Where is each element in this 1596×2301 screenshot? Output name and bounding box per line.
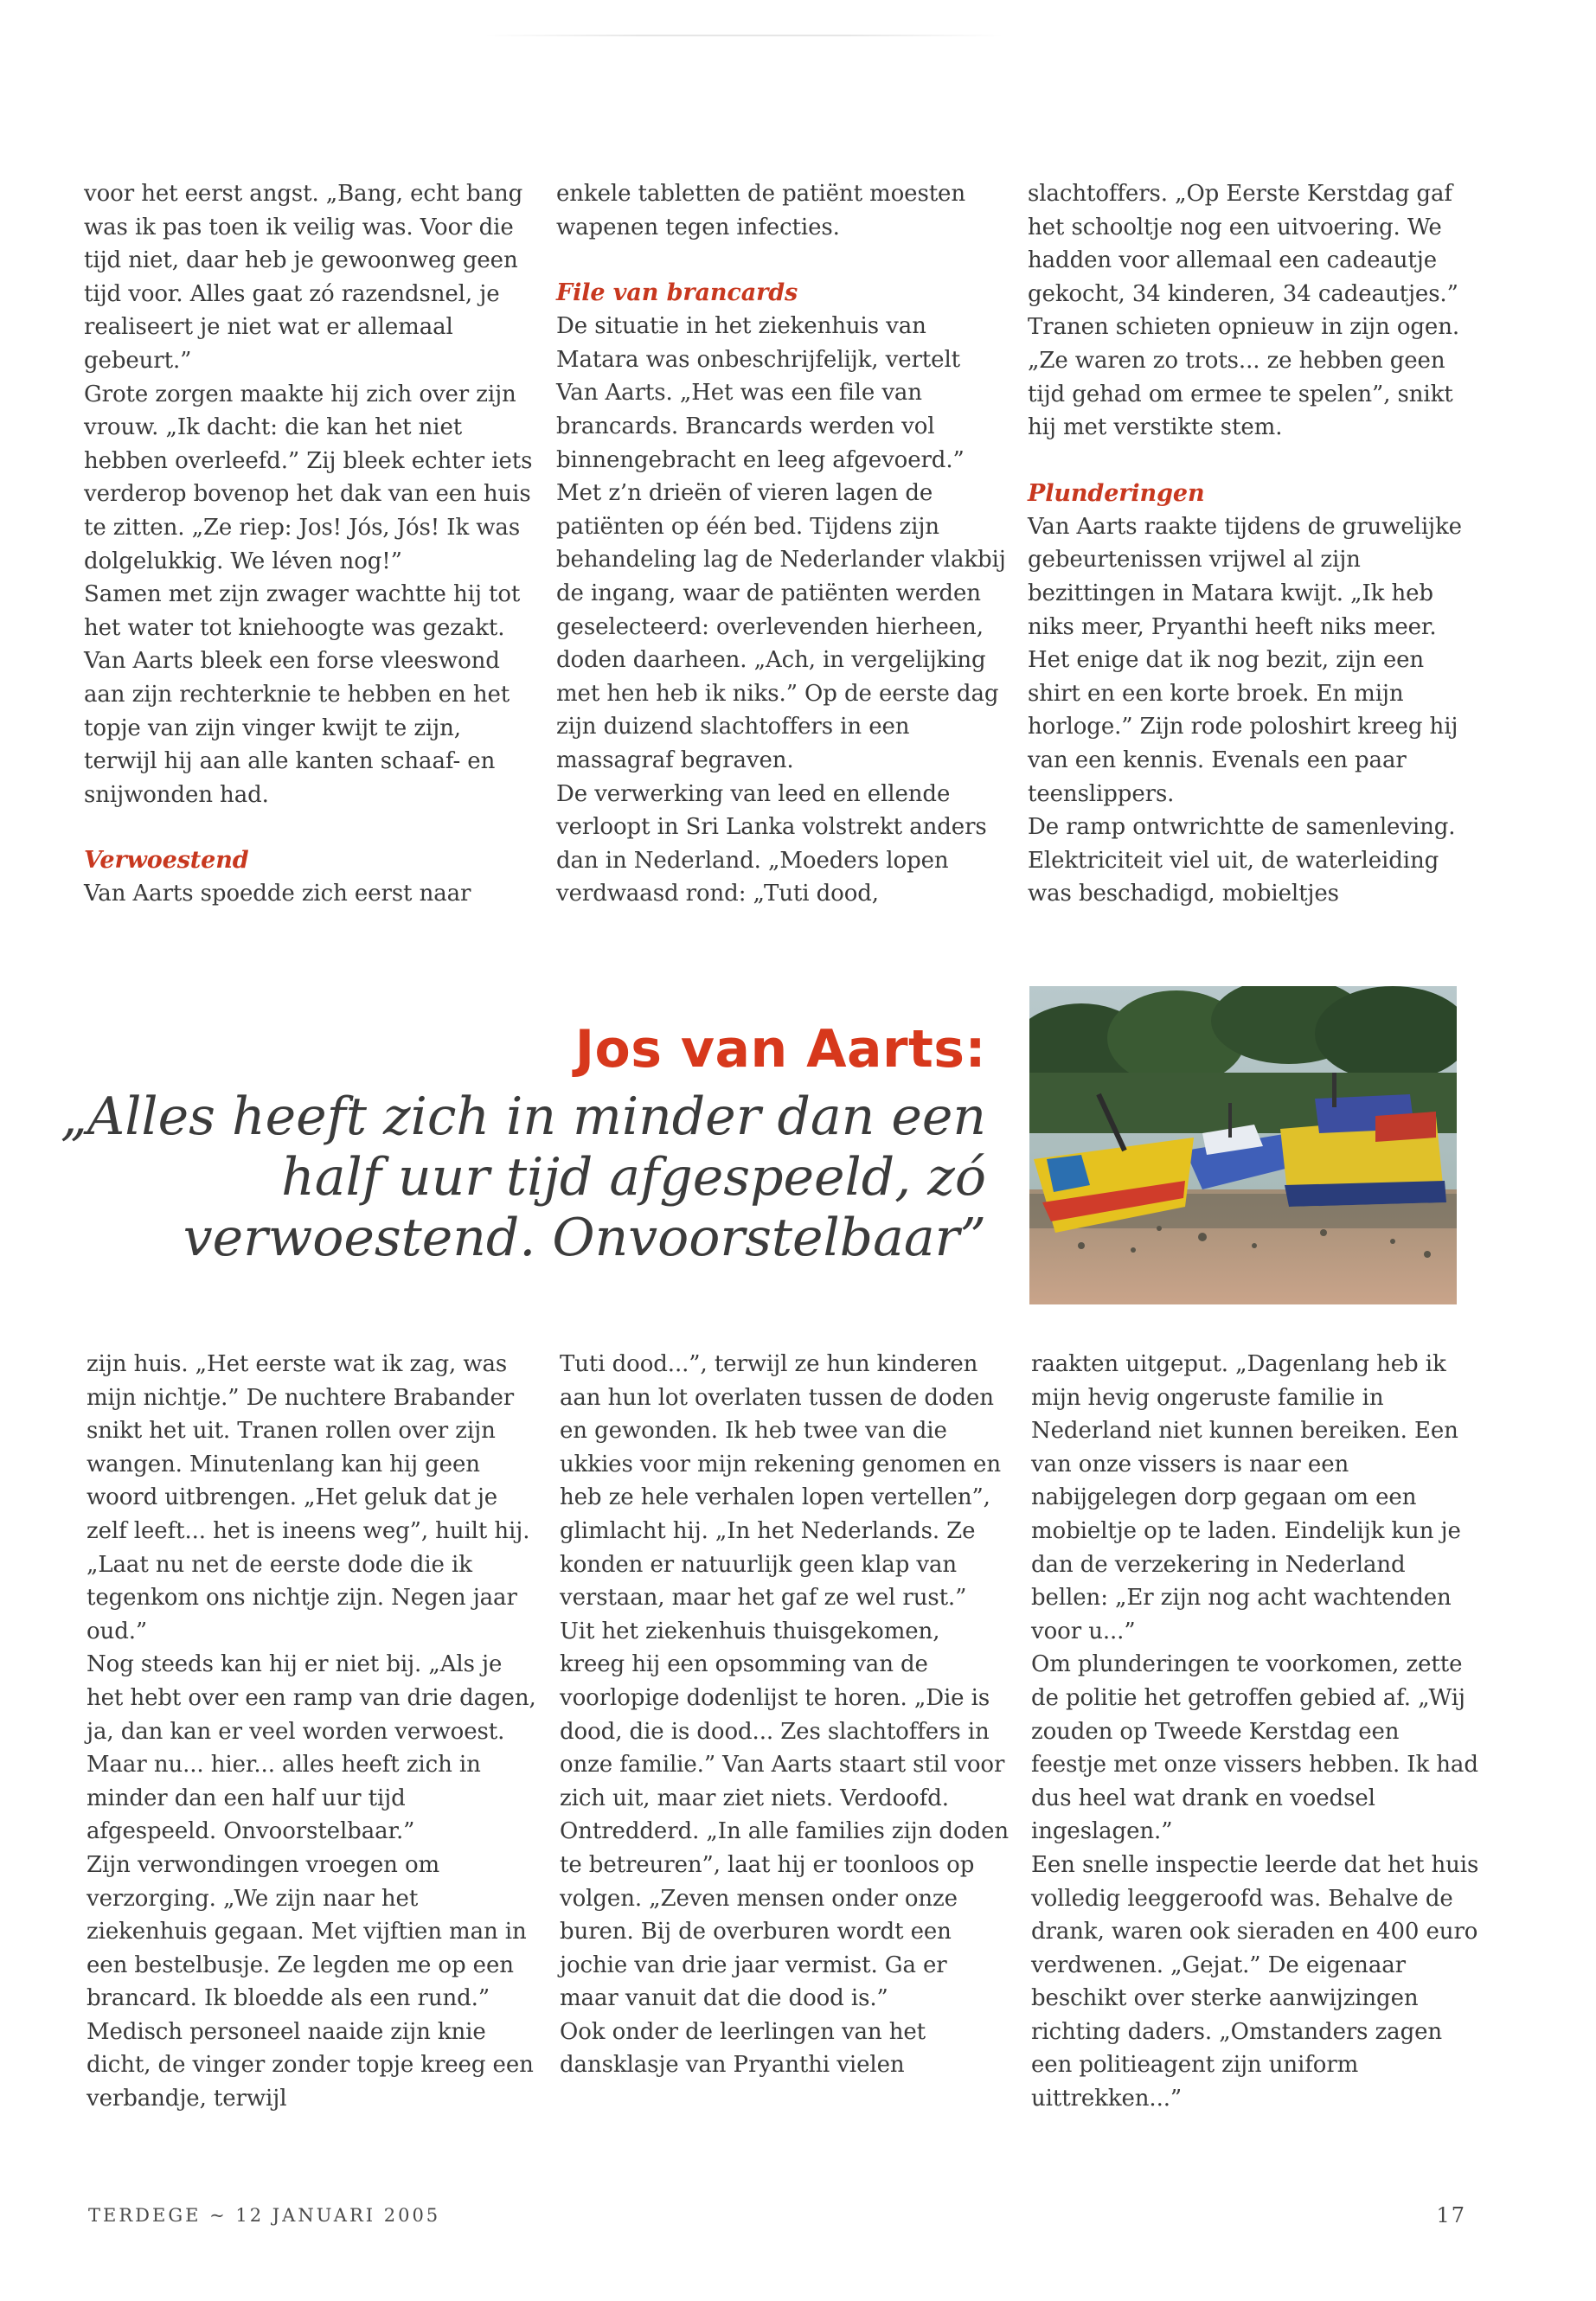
paragraph: Van Aarts raakte tijdens de gruwelijke gebeurtenissen vrijwel al zijn bezittingen in Matara kwijt. „Ik heb niks meer, Pryanthi heeft niks meer. Het enige dat ik nog bezit, zijn een shirt en een korte broek. En mijn horloge.” Zijn rode poloshirt kreeg hij van een kennis. Evenals een paar teenslippers.: [1028, 513, 1462, 807]
column-3: [1028, 177, 1477, 911]
page-number: 17: [1436, 2203, 1466, 2227]
paragraph: De verwerking van leed en ellende verloopt in Sri Lanka volstrekt anders dan in Nederland. „Moeders lopen verdwaasd rond: „Tuti dood,: [556, 780, 987, 907]
paragraph: Nog steeds kan hij er niet bij. „Als je het hebt over een ramp van drie dagen, ja, dan kan er veel worden verwoest. Maar nu... hier... alles heeft zich in minder dan een half uur tijd afgespeeld. Onvoorstelbaar.”: [87, 1651, 536, 1845]
column-6: [1031, 1348, 1481, 2116]
pull-quote-line: half uur tijd afgespeeld, zó: [281, 1147, 986, 1208]
paragraph: Om plunderingen te voorkomen, zette de politie het getroffen gebied af. „Wij zouden op Tweede Kerstdag een feestje met onze vissers hebben. Ik had dus heel wat drank en voedsel ingeslagen.”: [1031, 1651, 1478, 1845]
paragraph: Een snelle inspectie leerde dat het huis volledig leeggeroofd was. Behalve de drank, waren ook sieraden en 400 euro verdwenen. „Gejat.” De eigenaar beschikt over sterke aanwijzingen richting daders. „Omstanders zagen een politieagent zijn uniform uittrekken...”: [1031, 1851, 1479, 2112]
top-rule: [484, 35, 1003, 36]
paragraph: De situatie in het ziekenhuis van Matara was onbeschrijfelijk, vertelt Van Aarts. „Het was een file van brancards. Brancards werden vol binnengebracht en leeg afgevoerd.” Met z’n drieën of vieren lagen de patiënten op één bed. Tijdens zijn behandeling lag de Nederlander vlakbij de ingang, waar de patiënten werden geselecteerd: overlevenden hierheen, doden daarheen. „Ach, in vergelijking met hen heb ik niks.” Op de eerste dag zijn duizend slachtoffers in een massagraf begraven.: [556, 313, 1006, 773]
paragraph: De ramp ontwrichtte de samenleving. Elektriciteit viel uit, de waterleiding was beschadigd, mobieltjes: [1028, 814, 1456, 907]
paragraph: raakten uitgeput. „Dagenlang heb ik mijn hevig ongeruste familie in Nederland niet kunnen bereiken. Een van onze vissers is naar een nabijgelegen dorp gegaan om een mobieltje op te laden. Eindelijk kun je dan de verzekering in Nederland bellen: „Er zijn nog acht wachtenden voor u...”: [1031, 1351, 1461, 1644]
boats-photo: [1029, 986, 1457, 1304]
pull-quote-line: „Alles heeft zich in minder dan een: [60, 1086, 986, 1147]
paragraph: enkele tabletten de patiënt moesten wapenen tegen infecties.: [556, 181, 965, 240]
paragraph: Ook onder de leerlingen van het dansklasje van Pryanthi vielen: [560, 2018, 926, 2079]
paragraph: Zijn verwondingen vroegen om verzorging. „We zijn naar het ziekenhuis gegaan. Met vijftien man in een bestelbusje. Ze legden me op een brancard. Ik bloedde als een rund.” Medisch personeel naaide zijn knie dicht, de vinger zonder topje kreeg een verbandje, terwijl: [87, 1851, 534, 2112]
paragraph: Grote zorgen maakte hij zich over zijn vrouw. „Ik dacht: die kan het niet hebben overleefd.” Zij bleek echter iets verderop bovenop het dak van een huis te zitten. „Ze riep: Jos! Jós, Jós! Ik was dolgelukkig. We léven nog!”: [84, 381, 533, 574]
paragraph: voor het eerst angst. „Bang, echt bang was ik pas toen ik veilig was. Voor die tijd niet, daar heb je gewoonweg geen tijd voor. Alles gaat zó razendsnel, je realiseert je niet wat er allemaal gebeurt.”: [84, 181, 523, 374]
subheading-plunderingen: Plunderingen: [1028, 479, 1205, 507]
pull-quote-name: Jos van Aarts:: [574, 1019, 986, 1080]
paragraph: zijn huis. „Het eerste wat ik zag, was mijn nichtje.” De nuchtere Brabander snikt het uit. Tranen rollen over zijn wangen. Minutenlang kan hij geen woord uitbrengen. „Het geluk dat je zelf leeft... het is ineens weg”, huilt hij. „Laat nu net de eerste dode die ik tegenkom ons nichtje zijn. Negen jaar oud.”: [87, 1351, 530, 1644]
column-2: [556, 177, 1006, 911]
subheading-file-van-brancards: File van brancards: [556, 279, 798, 307]
subheading-verwoestend: Verwoestend: [84, 847, 249, 875]
pull-quote-line: verwoestend. Onvoorstelbaar”: [183, 1208, 986, 1268]
paragraph: Van Aarts spoedde zich eerst naar: [84, 881, 471, 907]
paragraph: slachtoffers. „Op Eerste Kerstdag gaf het schooltje nog een uitvoering. We hadden voor allemaal een cadeautje gekocht, 34 kinderen, 34 cadeautjes.” Tranen schieten opnieuw in zijn ogen. „Ze waren zo trots... ze hebben geen tijd gehad om ermee te spelen”, snikt hij met verstikte stem.: [1028, 181, 1460, 441]
paragraph: Samen met zijn zwager wachtte hij tot het water tot kniehoogte was gezakt. Van Aarts bleek een forse vleeswond aan zijn rechterknie te hebben en het topje van zijn vinger kwijt te zijn, terwijl hij aan alle kanten schaaf- en snijwonden had.: [84, 581, 521, 808]
paragraph: Uit het ziekenhuis thuisgekomen, kreeg hij een opsomming van de voorlopige dodenlijst te horen. „Die is dood, die is dood... Zes slachtoffers in onze familie.” Van Aarts staart stil voor zich uit, maar ziet niets. Verdoofd. Ontredderd. „In alle families zijn doden te betreuren”, laat hij er toonloos op volgen. „Zeven mensen onder onze buren. Bij de overburen wordt een jochie van drie jaar vermist. Ga er maar vanuit dat die dood is.”: [560, 1618, 1010, 2012]
pull-quote: [35, 1086, 986, 1268]
column-4: [87, 1348, 536, 2116]
paragraph: Tuti dood...”, terwijl ze hun kinderen aan hun lot overlaten tussen de doden en gewonden. Ik heb twee van die ukkies voor mijn rekening genomen en heb ze hele verhalen lopen vertellen”, glimlacht hij. „In het Nederlands. Ze konden er natuurlijk geen klap van verstaan, maar het gaf ze wel rust.”: [560, 1351, 1001, 1612]
column-5: [560, 1348, 1010, 2082]
footer-publication: TERDEGE ~ 12 JANUARI 2005: [88, 2205, 441, 2226]
column-1: [84, 177, 534, 911]
